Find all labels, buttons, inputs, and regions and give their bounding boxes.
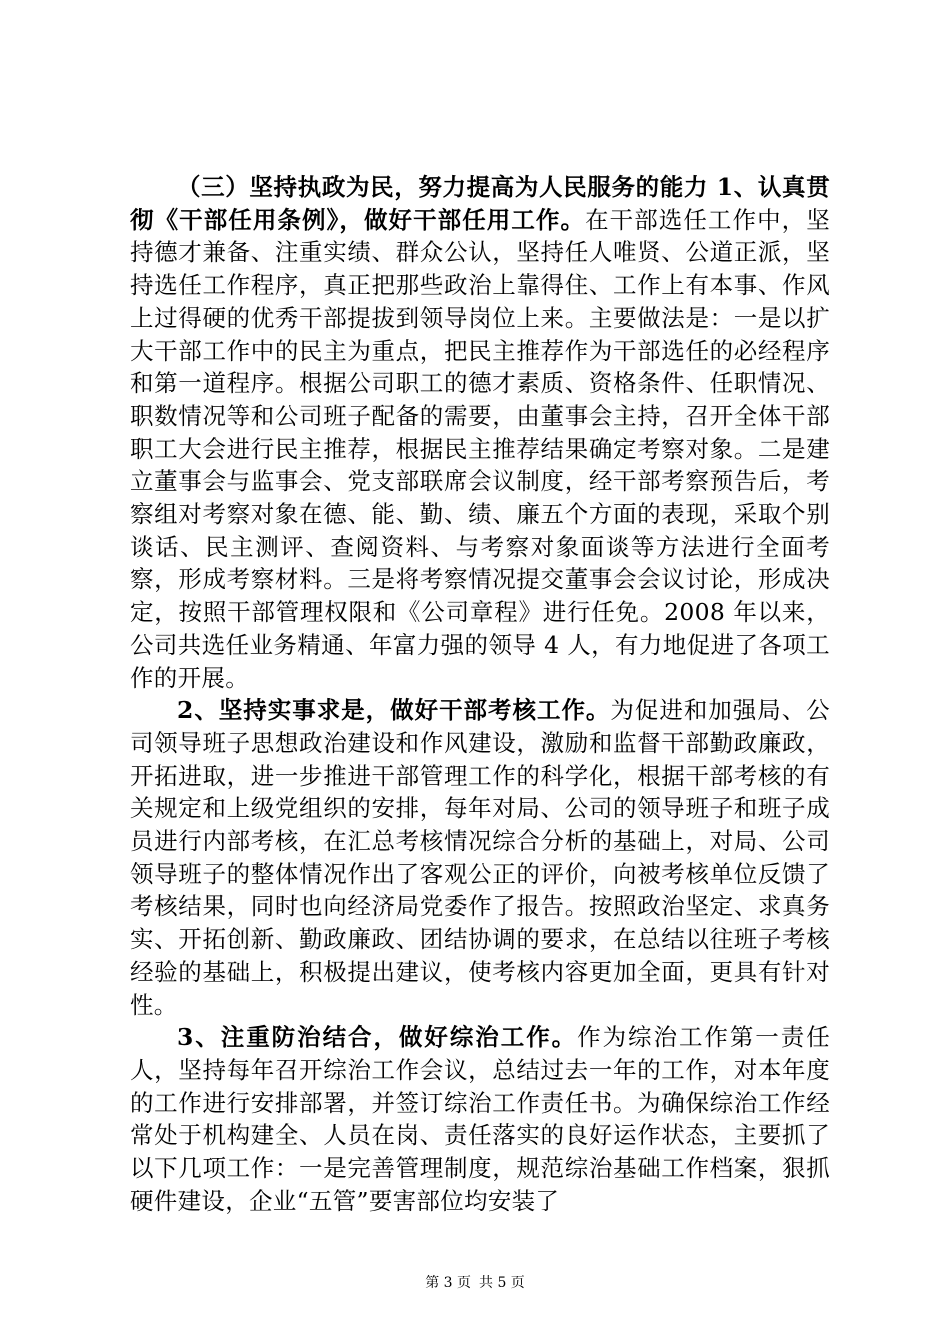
paragraph-text: 作为综治工作第一责任人，坚持每年召开综治工作会议，总结过去一年的工作，对本年度的工作进行安排部署，并签订综治工作责任书。为确保综治工作经常处于机构建全、人员在岗、责任落实的良好运作状态，主要抓了以下几项工作：一是完善管理制度，规范综治基础工作档案，狠抓硬件建设，企业“五管”要害部位均安装了: [130, 1023, 831, 1215]
paragraph-text: 为促进和加强局、公司领导班子思想政治建设和作风建设，激励和监督干部勤政廉政，开拓进取，进一步推进干部管理工作的科学化，根据干部考核的有关规定和上级党组织的安排，每年对局、公司的领导班子和班子成员进行内部考核，在汇总考核情况综合分析的基础上，对局、公司领导班子的整体情况作出了客观公正的评价，向被考核单位反馈了考核结果，同时也向经济局党委作了报告。按照政治坚定、求真务实、开拓创新、勤政廉政、团结协调的要求，在总结以往班子考核经验的基础上，积极提出建议，使考核内容更加全面，更具有针对性。: [130, 696, 830, 1019]
page-total: 共 5 页: [479, 1275, 525, 1291]
paragraph-comprehensive-governance: [130, 1021, 830, 1217]
page-footer: [0, 1274, 950, 1292]
paragraph-heading: （三）坚持执政为民，努力提高为人民服务的能力 1、认真贯彻《干部任用条例》，做好干部任用工作。: [130, 173, 830, 234]
page-number: 第 3 页: [425, 1275, 471, 1291]
document-body: [130, 171, 830, 1218]
paragraph-cadre-appointment: [130, 171, 830, 694]
paragraph-text: 在干部选任工作中，坚持德才兼备、注重实绩、群众公认，坚持任人唯贤、公道正派，坚持选任工作程序，真正把那些政治上靠得住、工作上有本事、作风上过得硬的优秀干部提拔到领导岗位上来。主要做法是：一是以扩大干部工作中的民主为重点，把民主推荐作为干部选任的必经程序和第一道程序。根据公司职工的德才素质、资格条件、任职情况、职数情况等和公司班子配备的需要，由董事会主持，召开全体干部职工大会进行民主推荐，根据民主推荐结果确定考察对象。二是建立董事会与监事会、党支部联席会议制度，经干部考察预告后，考察组对考察对象在德、能、勤、绩、廉五个方面的表现，采取个别谈话、民主测评、查阅资料、与考察对象面谈等方法进行全面考察，形成考察材料。三是将考察情况提交董事会会议讨论，形成决定，按照干部管理权限和《公司章程》进行任免。2008 年以来，公司共选任业务精通、年富力强的领导 4 人，有力地促进了各项工作的开展。: [130, 205, 831, 692]
paragraph-cadre-assessment: [130, 694, 830, 1021]
paragraph-heading: 3、注重防治结合，做好综治工作。: [177, 1023, 578, 1052]
paragraph-heading: 2、坚持实事求是，做好干部考核工作。: [177, 696, 611, 725]
